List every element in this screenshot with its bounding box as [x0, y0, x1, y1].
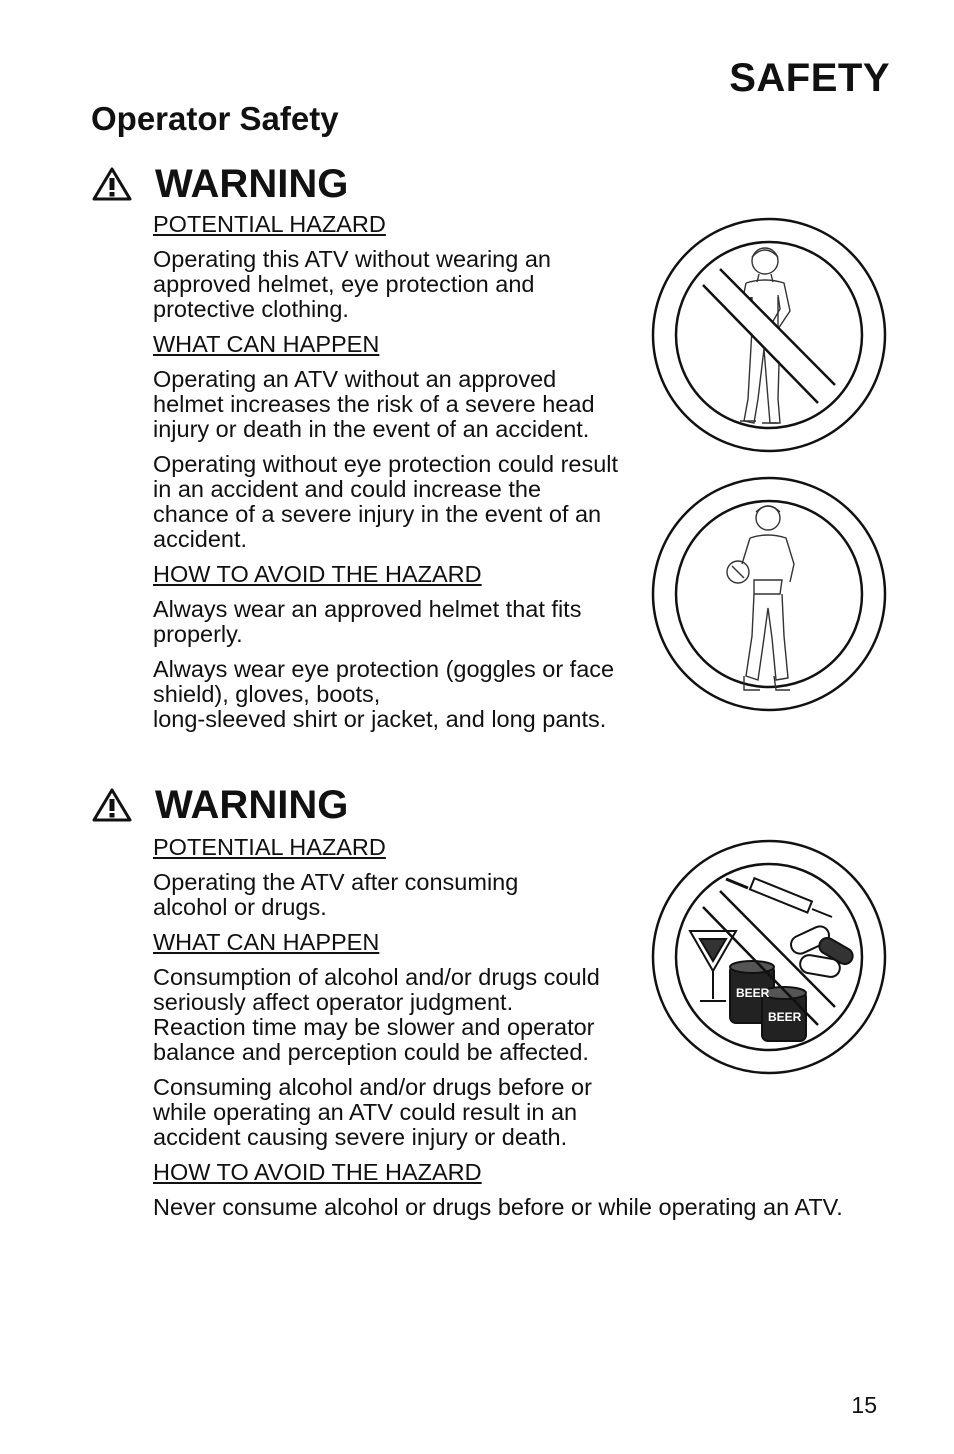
potential-hazard-text: Operating this ATV without wearing an approved helmet, eye protection and protective clothing.	[153, 246, 551, 322]
page-number: 15	[851, 1392, 877, 1418]
potential-hazard-text: Operating the ATV after consuming alcohol or drugs.	[153, 869, 519, 920]
how-to-avoid-text: long-sleeved shirt or jacket, and long pants.	[153, 706, 607, 732]
what-can-happen-heading: WHAT CAN HAPPEN	[153, 331, 380, 357]
what-can-happen-heading: WHAT CAN HAPPEN	[153, 929, 380, 955]
warning-1-body	[153, 212, 623, 742]
no-protective-gear-illustration	[650, 217, 888, 453]
warning-triangle-icon	[92, 788, 132, 822]
subsection-title: Operator Safety	[91, 100, 339, 137]
beer-can-label: BEER	[736, 986, 770, 1000]
warning-triangle-icon	[92, 167, 132, 201]
how-to-avoid-heading: HOW TO AVOID THE HAZARD	[153, 561, 482, 587]
no-alcohol-drugs-illustration	[650, 839, 888, 1075]
what-can-happen-text: Consuming alcohol and/or drugs before or while operating an ATV could result in an accident causing severe injury or death.	[153, 1074, 592, 1150]
what-can-happen-text: Operating without eye protection could result in an accident and could increase the chance of a severe injury in the event of an accident.	[153, 451, 619, 552]
warning-heading-1	[92, 164, 348, 204]
potential-hazard-heading: POTENTIAL HAZARD	[153, 211, 386, 237]
warning-heading-2	[92, 785, 348, 825]
what-can-happen-text: Consumption of alcohol and/or drugs could seriously affect operator judgment. Reaction time may be slower and operator balance and perception could be affected.	[153, 964, 600, 1065]
how-to-avoid-text: Never consume alcohol or drugs before or while operating an ATV.	[153, 1194, 843, 1220]
beer-can-label: BEER	[768, 1010, 802, 1024]
how-to-avoid-text: Always wear eye protection (goggles or face shield), gloves, boots,	[153, 656, 615, 707]
what-can-happen-text: Operating an ATV without an approved helmet increases the risk of a severe head injury or death in the event of an accident.	[153, 366, 595, 442]
how-to-avoid-text: Always wear an approved helmet that fits properly.	[153, 596, 582, 647]
potential-hazard-heading: POTENTIAL HAZARD	[153, 834, 386, 860]
how-to-avoid-heading: HOW TO AVOID THE HAZARD	[153, 1159, 482, 1185]
warning-title: WARNING	[155, 162, 349, 206]
section-title: SAFETY	[729, 56, 890, 100]
protective-gear-illustration	[650, 476, 888, 712]
warning-title: WARNING	[155, 783, 349, 827]
